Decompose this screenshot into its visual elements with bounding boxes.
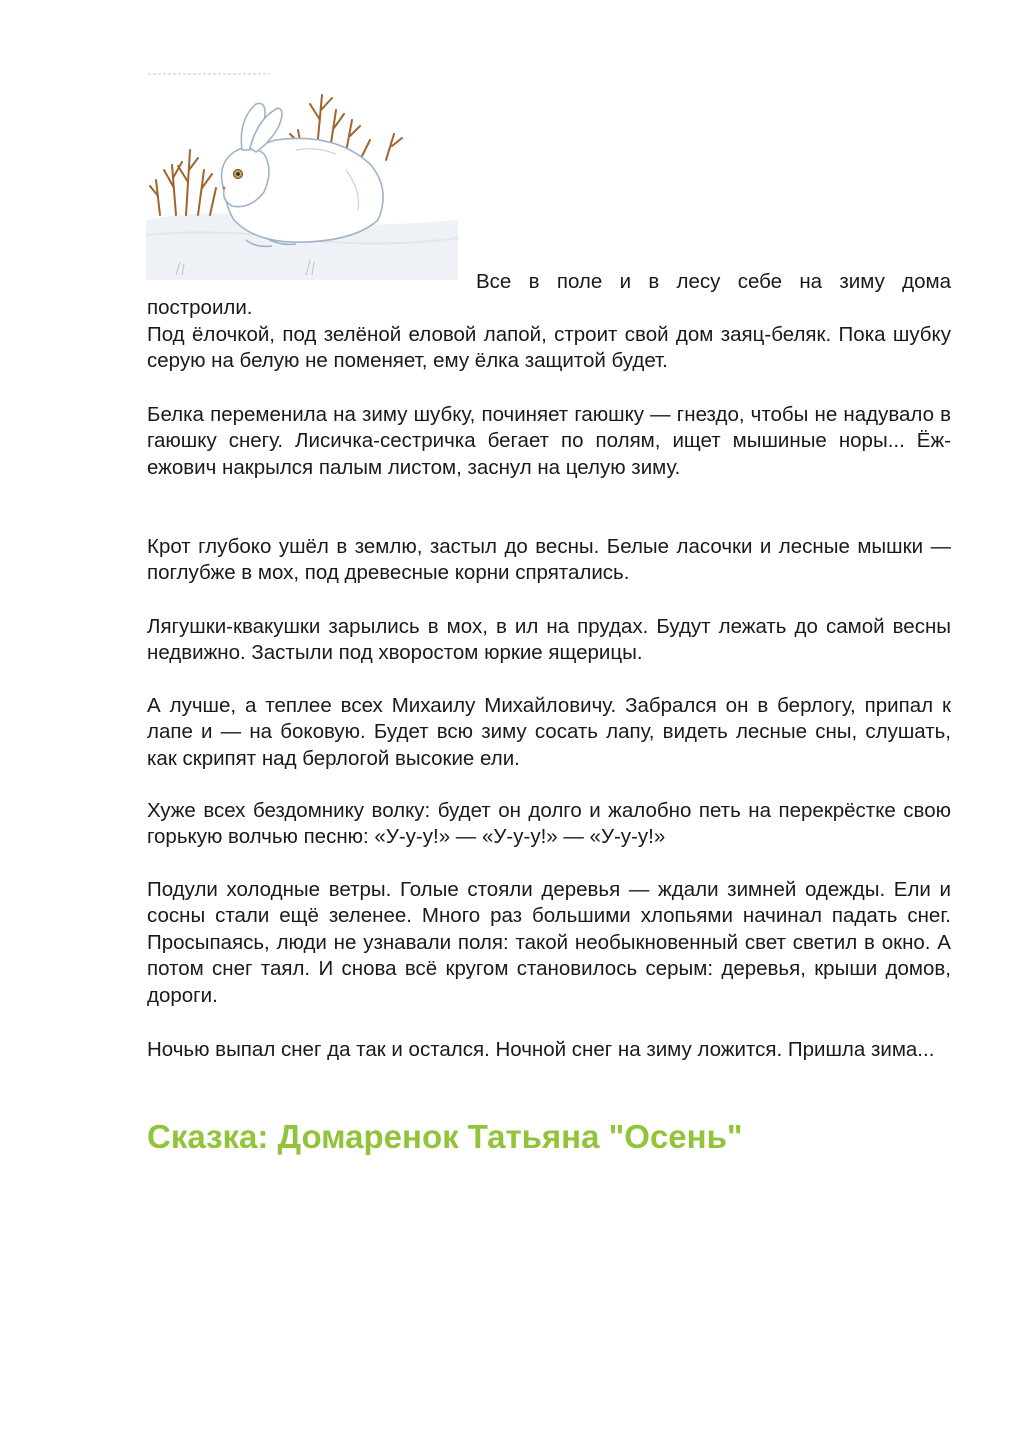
paragraph-text: Лягушки-квакушки зарылись в мох, в ил на прудах. Будут лежать до самой весны недвижно. Застыли под хворостом юркие ящерицы. — [147, 615, 951, 665]
paragraph-frogs — [147, 614, 951, 667]
paragraph-mole — [147, 534, 951, 587]
paragraph-winter — [147, 1037, 951, 1063]
paragraph-intro — [147, 269, 951, 322]
hare-icon — [146, 70, 458, 280]
paragraph-text: Подули холодные ветры. Голые стояли деревья — ждали зимней одежды. Ели и сосны стали ещё зеленее. Много раз большими хлопьями начинал падать снег. Просыпаясь, люди не узнавали поля: такой необыкновенный свет светил в окно. А потом снег таял. И снова всё кругом становилось серым: деревья, крыши домов, дороги. — [147, 878, 951, 1007]
paragraph-squirrel — [147, 402, 951, 481]
intro-continuation: построили. — [147, 296, 253, 320]
paragraph-text: А лучше, а теплее всех Михаилу Михайловичу. Забрался он в берлогу, припал к лапе и — на боковую. Будет всю зиму сосать лапу, видеть лесные сны, слушать, как скрипят над берлогой высокие ели. — [147, 694, 951, 770]
paragraph-hare — [147, 322, 951, 375]
paragraph-text: Ночью выпал снег да так и остался. Ночной снег на зиму ложится. Пришла зима... — [147, 1038, 935, 1061]
paragraph-text: Под ёлочкой, под зелёной еловой лапой, строит свой дом заяц-беляк. Пока шубку серую на белую не поменяет, ему ёлка защитой будет. — [147, 323, 951, 373]
paragraph-text: Хуже всех бездомнику волку: будет он долго и жалобно петь на перекрёстке свою горькую волчью песню: «У-у-у!» — «У-у-у!» — «У-у-у!» — [147, 799, 951, 849]
paragraph-winds — [147, 877, 951, 1009]
story-heading: Сказка: Домаренок Татьяна "Осень" — [147, 1118, 743, 1155]
paragraph-text: Крот глубоко ушёл в землю, застыл до весны. Белые ласочки и лесные мышки — поглубже в мох, под древесные корни спрятались. — [147, 535, 951, 585]
intro-first-line: Все в поле и в лесу себе на зиму дома — [476, 270, 951, 293]
snow-hare-illustration — [146, 70, 458, 280]
paragraph-text: Белка переменила на зиму шубку, починяет гаюшку — гнездо, чтобы не надувало в гаюшку снегу. Лисичка-сестричка бегает по полям, ищет мышиные норы... Ёж-ежович накрылся палым листом, заснул на целую зиму. — [147, 403, 951, 479]
paragraph-bear — [147, 693, 951, 772]
paragraph-wolf — [147, 798, 951, 851]
